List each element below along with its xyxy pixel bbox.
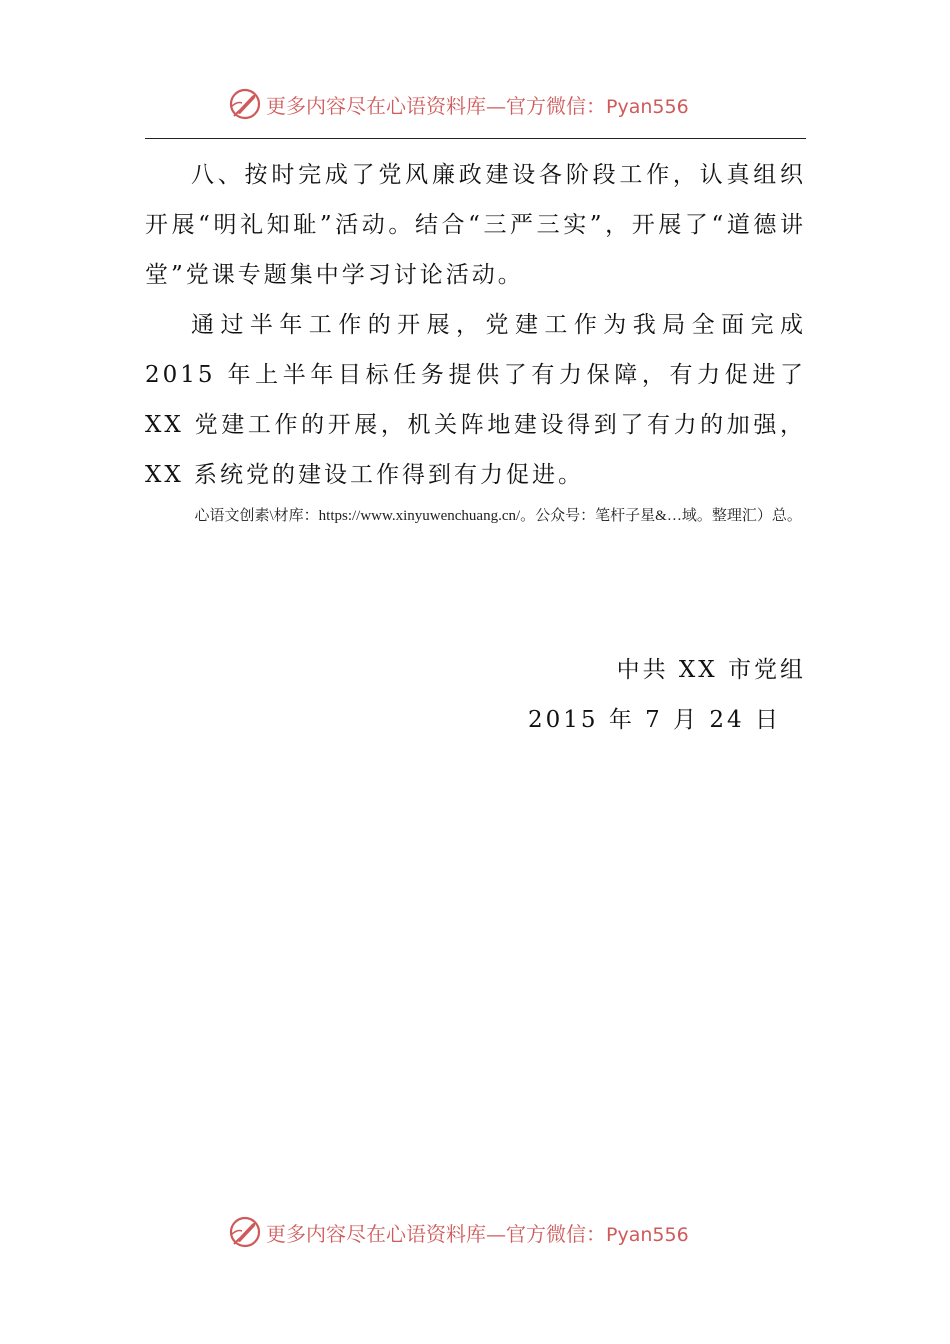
paragraph-1: 八、按时完成了党风廉政建设各阶段工作，认真组织开展“明礼知耻”活动。结合“三严三实”，开展了“道德讲堂”党课专题集中学习讨论活动。 bbox=[145, 162, 806, 288]
document-body bbox=[145, 150, 806, 529]
footer-banner bbox=[228, 1212, 689, 1252]
source-note: 心语文创素\材库：https://www.xinyuwenchuang.cn/。公众号：笔杆子星&…域。整理汇）总。 bbox=[194, 508, 802, 524]
header-banner bbox=[228, 84, 689, 124]
header-banner-text: 更多内容尽在心语资料库—官方微信：Pyan556 bbox=[266, 93, 689, 118]
quill-pen-logo-icon bbox=[228, 87, 262, 121]
footer-banner-text: 更多内容尽在心语资料库—官方微信：Pyan556 bbox=[266, 1221, 689, 1246]
header-divider bbox=[145, 138, 806, 139]
signature-date: 2015 年 7 月 24 日 bbox=[528, 707, 781, 733]
quill-pen-logo-icon bbox=[228, 1215, 262, 1249]
signature-organization: 中共 XX 市党组 bbox=[616, 657, 806, 683]
paragraph-2: 通过半年工作的开展，党建工作为我局全面完成 2015 年上半年目标任务提供了有力保障，有力促进了 XX 党建工作的开展，机关阵地建设得到了有力的加强，XX 系统党的建设工作得到有力促进。 bbox=[145, 312, 806, 488]
